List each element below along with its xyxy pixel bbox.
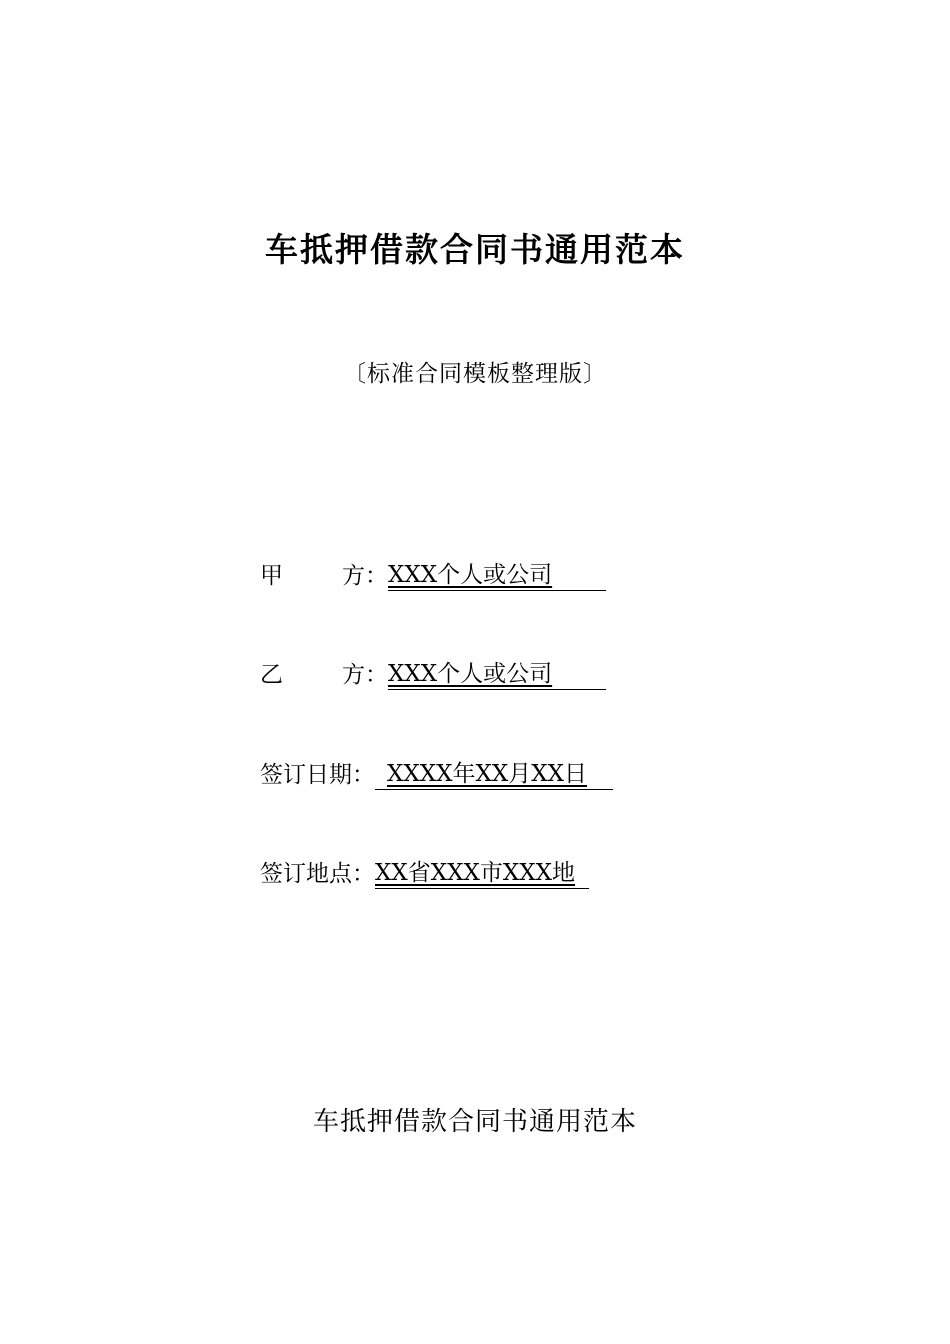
party-b-value-text: XXX个人或公司 xyxy=(388,661,553,687)
party-b-field xyxy=(260,659,606,691)
sign-date-label: 签订日期： xyxy=(260,762,375,788)
party-b-label-suffix: 方： xyxy=(342,662,388,688)
party-a-label-char: 甲 xyxy=(260,563,283,589)
sign-place-label: 签订地点： xyxy=(260,861,375,887)
party-b-label-char: 乙 xyxy=(260,662,283,688)
party-b-value xyxy=(388,659,606,690)
document-subtitle: 〔标准合同模板整理版〕 xyxy=(343,361,607,387)
party-b-label xyxy=(260,659,388,691)
sign-place-field xyxy=(260,858,589,890)
footer-title: 车抵押借款合同书通用范本 xyxy=(312,1107,637,1137)
party-a-value xyxy=(388,560,606,591)
party-a-field xyxy=(260,560,606,592)
sign-place-value xyxy=(375,858,589,889)
party-a-value-text: XXX个人或公司 xyxy=(388,562,553,588)
party-a-label xyxy=(260,560,388,592)
sign-date-value xyxy=(375,759,613,790)
party-a-label-suffix: 方： xyxy=(342,563,388,589)
sign-date-field xyxy=(260,759,613,791)
sign-date-value-text: XXXX年XX月XX日 xyxy=(387,761,587,787)
document-title: 车抵押借款合同书通用范本 xyxy=(265,230,685,269)
sign-place-value-text: XX省XXX市XXX地 xyxy=(375,860,575,886)
